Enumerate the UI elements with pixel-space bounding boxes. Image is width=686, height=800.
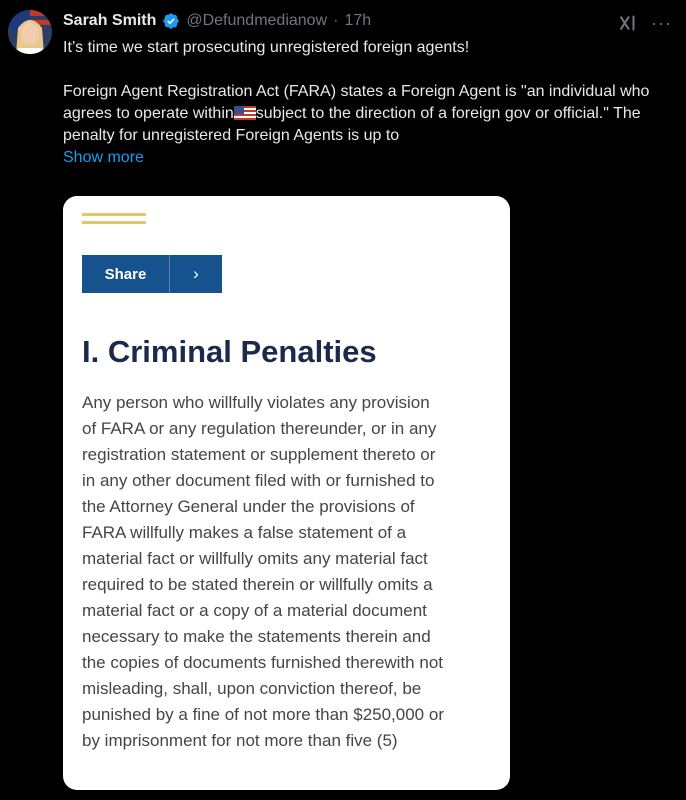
avatar[interactable] bbox=[8, 10, 52, 54]
tweet-para2-part1: Foreign Agent Registration Act (FARA) states a Foreign Agent is "an individual who agrees to operate within bbox=[63, 83, 650, 122]
card-title: I. Criminal Penalties bbox=[82, 334, 377, 369]
more-options-icon[interactable]: ··· bbox=[651, 13, 672, 33]
tweet-paragraph-2 bbox=[63, 81, 673, 147]
card-body-line: Any person who willfully violates any provision bbox=[82, 393, 430, 412]
card-body-line: the copies of documents furnished therewith not bbox=[82, 653, 443, 672]
card-body-line: necessary to make the statements therein and bbox=[82, 627, 431, 646]
tweet-header bbox=[63, 12, 371, 30]
card-body-line: of FARA or any regulation thereunder, or in any bbox=[82, 419, 437, 438]
show-more-link[interactable]: Show more bbox=[63, 149, 144, 166]
chevron-right-icon[interactable]: › bbox=[170, 255, 222, 293]
share-control bbox=[82, 255, 222, 293]
us-flag-icon bbox=[234, 106, 256, 120]
display-name[interactable]: Sarah Smith bbox=[63, 12, 157, 29]
card-body-line: by imprisonment for not more than five (5) bbox=[82, 731, 398, 750]
grok-icon[interactable] bbox=[617, 12, 639, 34]
attached-image-card[interactable] bbox=[63, 196, 510, 790]
timestamp[interactable]: 17h bbox=[344, 12, 372, 29]
card-body-line: material fact or a copy of a material document bbox=[82, 601, 427, 620]
tweet-text bbox=[63, 37, 673, 169]
card-body-line: registration statement or supplement thereto or bbox=[82, 445, 436, 464]
tweet-line-1: It’s time we start prosecuting unregistered foreign agents! bbox=[63, 39, 470, 56]
card-body-line: in any other document filed with or furnished to bbox=[82, 471, 435, 490]
separator-dot: · bbox=[333, 12, 339, 29]
gold-accent-lines bbox=[82, 213, 146, 229]
card-body-line: required to be stated therein or willfully omits a bbox=[82, 575, 433, 594]
verified-badge-icon bbox=[162, 12, 180, 30]
avatar-image bbox=[8, 10, 52, 54]
card-body-line: misleading, shall, upon conviction thereof, be bbox=[82, 679, 422, 698]
handle[interactable]: @Defundmedianow bbox=[186, 12, 328, 29]
card-body-line: the Attorney General under the provisions of bbox=[82, 497, 415, 516]
card-body-line: material fact or willfully omits any material fact bbox=[82, 549, 428, 568]
card-body-line: punished by a fine of not more than $250,000 or bbox=[82, 705, 444, 724]
card-body bbox=[82, 390, 510, 754]
tweet-actions-top bbox=[617, 12, 672, 34]
tweet-para2-part2: subject to the direction of a foreign gov or official." The penalty for unregistered Foreign Agents is up to bbox=[63, 105, 641, 144]
card-body-line: FARA willfully makes a false statement of a bbox=[82, 523, 407, 542]
share-button[interactable]: Share bbox=[82, 255, 170, 293]
